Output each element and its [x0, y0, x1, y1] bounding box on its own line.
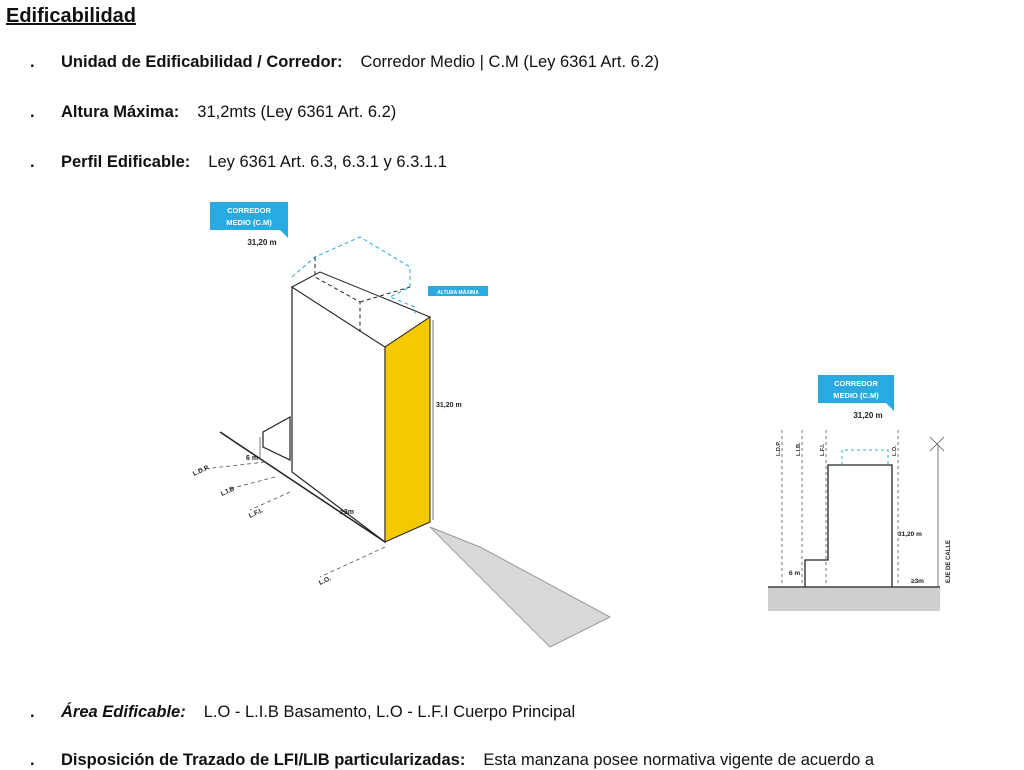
- bullet: .: [30, 53, 35, 71]
- item-value: 31,2mts (Ley 6361 Art. 6.2): [197, 103, 397, 121]
- isometric-building-diagram: [180, 192, 620, 652]
- list-item: [30, 153, 447, 172]
- section-tag-height: 31,20 m: [853, 411, 883, 420]
- section-label-ldp: L.D.P.: [776, 441, 782, 456]
- list-item: [30, 53, 659, 72]
- section-diagram: [760, 370, 960, 615]
- line-label-ldp: L.D.P.: [191, 464, 211, 478]
- section-ground: [768, 587, 940, 611]
- tag-line1: CORREDOR: [227, 206, 271, 215]
- item-label: Unidad de Edificabilidad / Corredor:: [61, 53, 343, 71]
- list-item: [30, 703, 575, 722]
- section-tag-line1: CORREDOR: [834, 379, 878, 388]
- section-label-lfi: L.F.I.: [820, 443, 826, 456]
- list-item: [30, 751, 874, 770]
- section-tag-line2: MEDIO (C.M): [833, 391, 879, 400]
- item-label: Área Edificable:: [61, 703, 186, 721]
- bullet: .: [30, 103, 35, 121]
- lo-line: [320, 547, 385, 577]
- section-label-lo: L.O.: [892, 445, 898, 456]
- street-strip: [430, 527, 610, 647]
- item-value: L.O - L.I.B Basamento, L.O - L.F.I Cuerpo Principal: [203, 703, 576, 721]
- tag-small-label: ALTURA MÁXIMA: [437, 290, 479, 296]
- item-label: Altura Máxima:: [61, 103, 180, 121]
- item-label: Disposición de Trazado de LFI/LIB particularizadas:: [61, 751, 466, 769]
- item-value: Esta manzana posee normativa vigente de acuerdo a: [483, 751, 875, 769]
- tag-pointer: [280, 230, 288, 238]
- bullet: .: [30, 153, 35, 171]
- base-block: [263, 417, 290, 460]
- bullet: .: [30, 751, 35, 769]
- lfi-line: [250, 492, 290, 510]
- section-axis-label: EJE DE CALLE: [946, 539, 952, 583]
- bullet: .: [30, 703, 35, 721]
- section-label-lib: L.I.B.: [796, 442, 802, 456]
- max-height-face: [385, 317, 430, 542]
- section-building-outline: [805, 465, 892, 587]
- section-tag-pointer: [886, 403, 894, 411]
- height-label: 31,20 m: [436, 402, 462, 409]
- list-item: [30, 103, 396, 122]
- line-label-lo: L.O.: [317, 575, 333, 587]
- item-value: Corredor Medio | C.M (Ley 6361 Art. 6.2): [360, 53, 660, 71]
- section-setback-label: ≥3m: [911, 578, 924, 585]
- tag-line2: MEDIO (C.M): [226, 218, 272, 227]
- item-label: Perfil Edificable:: [61, 153, 191, 171]
- section-base-label: 6 m: [789, 570, 801, 577]
- tag-height: 31,20 m: [247, 238, 277, 247]
- section-height-label: 31,20 m: [898, 531, 922, 538]
- setback-label: ≥3m: [340, 509, 354, 516]
- page-title: Edificabilidad: [6, 5, 137, 27]
- base-label: 6 m: [246, 455, 259, 462]
- item-value: Ley 6361 Art. 6.3, 6.3.1 y 6.3.1.1: [208, 153, 447, 171]
- section-setback-outline: [842, 450, 888, 465]
- line-label-lib: L.I.B: [219, 485, 236, 498]
- line-label-lfi: L.F.I.: [247, 507, 264, 520]
